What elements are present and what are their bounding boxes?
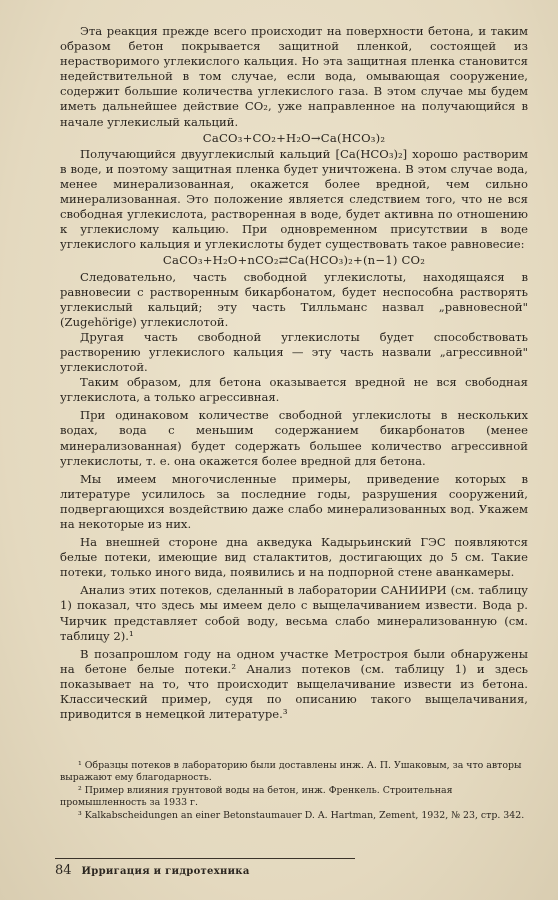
paragraph: В позапрошлом году на одном участке Метростроя были обнаружены на бетоне белые потеки.² Анализ потеков (см. таблицу 1) и здесь показывает на то, что происходит выщелачивание извести из бетона. Классический пример, судя по описанию такого выщелачивания, приводится в немецкой литературе.³ — [60, 646, 528, 722]
paragraph: Мы имеем многочисленные примеры, приведение которых в литературе усилилось за последние годы, разрушения сооружений, подвергающихся воздействию даже слабо минерализованных вод. Укажем на некоторые из них. — [60, 471, 528, 531]
footnote: ³ Kalkabscheidungen an einer Betonstaumauer D. A. Hartman, Zement, 1932, № 23, стр. 342. — [78, 809, 525, 821]
paragraph: Анализ этих потеков, сделанный в лаборатории САНИИРИ (см. таблицу 1) показал, что здесь мы имеем дело с выщелачиванием извести. Вода р. Чирчик представляет собой воду, весьма слабо минерализованную (см. таблицу 2).¹ — [60, 583, 528, 643]
running-title: Ирригация и гидротехника — [81, 866, 250, 877]
chemical-equation: CaCO₃+CO₂+H₂O→Ca(HCO₃)₂ — [202, 130, 386, 145]
footnote: ¹ Образцы потеков в лабораторию были доставлены инж. А. П. Ушаковым, за что авторы выражают ему благодарность. — [60, 760, 522, 784]
paragraph: Получающийся двууглекислый кальций [Ca(HCO₃)₂] хорошо растворим в воде, и поэтому защитная пленка будет уничтожена. В этом случае вода, менее минерализованная, окажется более вредной, чем сильно минерализованная. Это положение является следствием того, что не вся свободная углекислота, растворенная в воде, будет активна по отношению к углекислому кальцию. При одновременном присутствии в воде углекислого кальция и углекислоты будет существовать такое равновесие: — [60, 146, 528, 252]
page-number: 84 — [55, 863, 72, 878]
paragraph: Таким образом, для бетона оказывается вредной не вся свободная углекислота, а только агрессивная. — [60, 375, 528, 405]
chemical-equation: CaCO₃+H₂O+nCO₂⇄Ca(HCO₃)₂+(n−1) CO₂ — [162, 253, 426, 268]
footnote: ² Пример влияния грунтовой воды на бетон, инж. Френкель. Строительная промышленность за 1933 г. — [60, 784, 453, 809]
paragraph: Другая часть свободной углекислоты будет способствовать растворению углекислого кальция — эту часть назвали „агрессивной" углекислотой. — [60, 329, 528, 375]
paragraph: Следовательно, часть свободной углекислоты, находящаяся в равновесии с растворенным бикарбонатом, будет неспособна растворять углекислый кальций; эту часть Тилльманс назвал „равновесной" (Zugehörige) углекислотой. — [60, 269, 528, 329]
paragraph: На внешней стороне дна акведука Кадырьинский ГЭС появляются белые потеки, имеющие вид сталактитов, достигающих до 5 см. Такие потеки, только иного вида, появились и на подпорной стене аванкамеры. — [60, 535, 528, 580]
footnotes — [60, 760, 528, 822]
paragraph: При одинаковом количестве свободной углекислоты в нескольких водах, вода с меньшим содержанием бикарбонатов (менее минерализованная) будет содержать большее количество агрессивной углекислоты, т. е. она окажется более вредной для бетона. — [60, 408, 528, 468]
page-footer — [55, 858, 355, 878]
paragraph: Эта реакция прежде всего происходит на поверхности бетона, и таким образом бетон покрывается защитной пленкой, состоящей из нерастворимого углекислого кальция. Но эта защитная пленка становится недействительной в том случае, если вода, омывающая сооружение, содержит большие количества углекислого газа. В этом случае мы будем иметь дальнейшее действие CO₂, уже направленное на получающийся в начале углекислый кальций. — [60, 24, 528, 129]
body-text — [60, 24, 528, 722]
